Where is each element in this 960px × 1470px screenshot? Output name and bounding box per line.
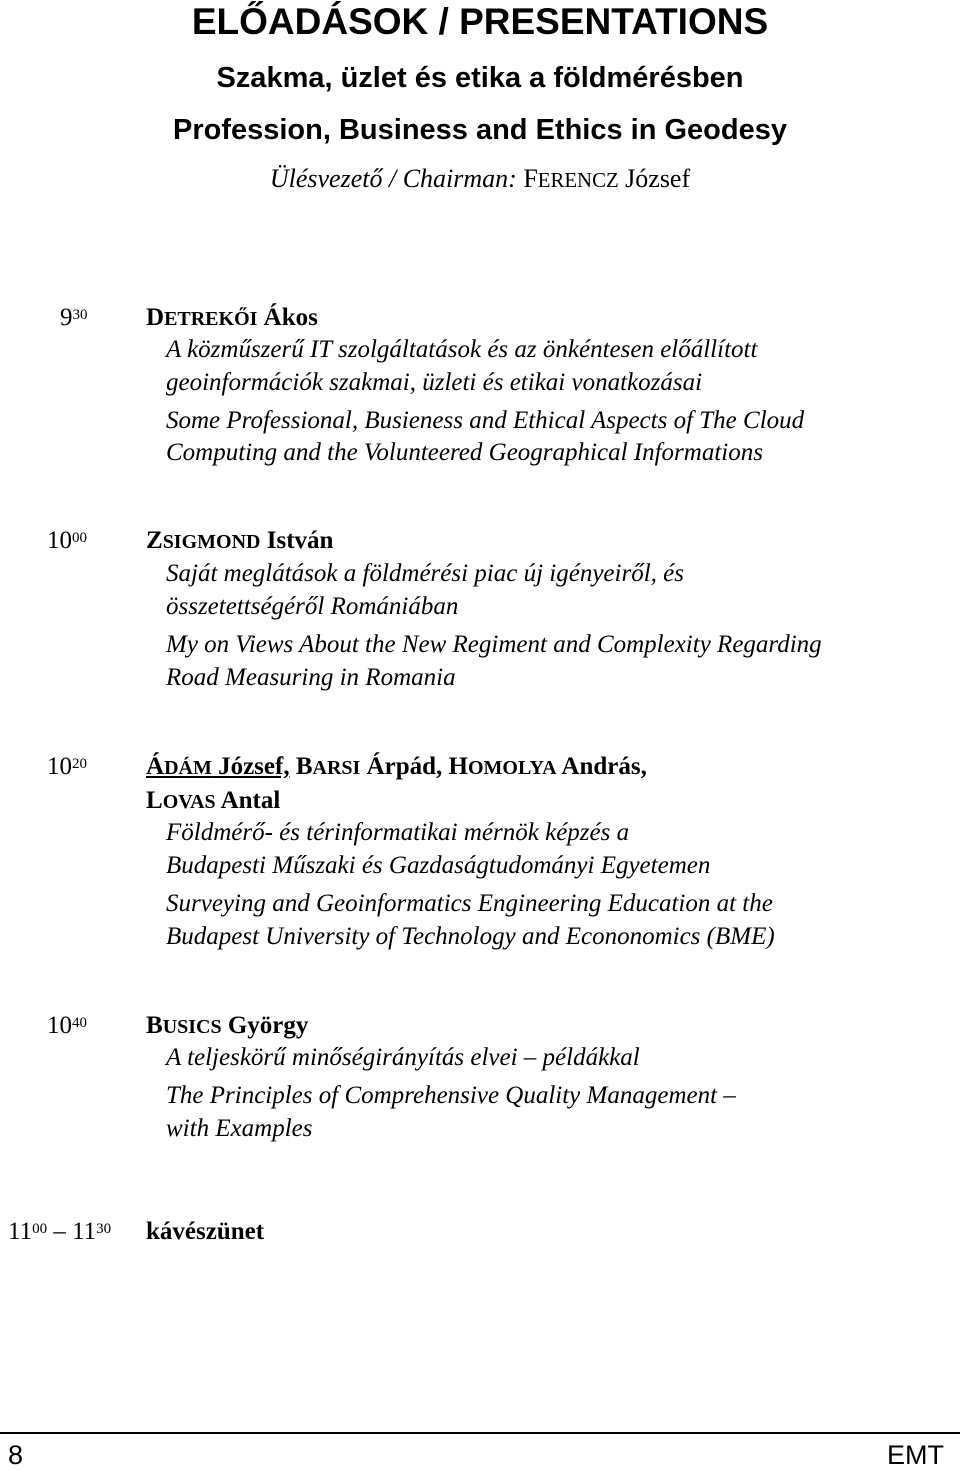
break-time: $11^{00} - 11^{30}$: [8, 1218, 112, 1245]
session-time: $9^{30}$: [60, 304, 88, 331]
session-item: [0, 302, 960, 472]
session-title-en: Profession, Business and Ethics in Geodesy: [172, 114, 787, 146]
talk-title-en-line: Budapest University of Technology and Econonomics (BME): [166, 923, 775, 950]
chairman-label: Ülésvezető / Chairman:: [269, 164, 517, 193]
footer-divider: [0, 1432, 960, 1434]
talk-title-hu-line: összetettségéről Romániában: [166, 593, 459, 620]
talk-title-hu-line: geoinformációk szakmai, üzleti és etikai vonatkozásai: [166, 369, 703, 396]
talk-title-en-line: Road Measuring in Romania: [166, 664, 456, 691]
session-item: [0, 751, 960, 956]
session-time: $10^{40}$: [47, 1012, 87, 1039]
chairman-name: FERENCZ József: [523, 164, 691, 193]
talk-title-hu-line: A teljeskörű minőségirányítás elvei – példákkal: [166, 1044, 640, 1071]
talk-title-hu-line: Földmérő- és térinformatikai mérnök képzés a: [166, 819, 630, 846]
talk-title-en-line: Surveying and Geoinformatics Engineering Education at the: [166, 890, 773, 917]
talk-title-en-line: with Examples: [166, 1115, 313, 1142]
break-label: kávészünet: [146, 1218, 265, 1245]
talk-title-hu-line: A közműszerű IT szolgáltatások és az önkéntesen előállított: [166, 336, 758, 363]
session-item: [0, 525, 960, 695]
speaker-name: BUSICS György: [146, 1012, 309, 1039]
page-number: 8: [8, 1440, 24, 1470]
break-item: [0, 1216, 960, 1256]
talk-title-hu-line: Saját meglátások a földmérési piac új igényeiről, és: [166, 560, 684, 587]
page-title: ELŐADÁSOK / PRESENTATIONS: [191, 1, 769, 42]
session-time: $10^{20}$: [47, 753, 87, 780]
session-title-hu: Szakma, üzlet és etika a földmérésben: [216, 62, 744, 94]
speaker-name: DETREKŐI Ákos: [146, 304, 318, 331]
speaker-names: ÁDÁM József, BARSI Árpád, HOMOLYA András,: [146, 753, 647, 780]
talk-title-hu-line: Budapesti Műszaki és Gazdaságtudományi Egyetemen: [166, 852, 711, 879]
talk-title-en-line: Some Professional, Busieness and Ethical Aspects of The Cloud: [166, 407, 805, 434]
chairman-line: [0, 162, 960, 198]
talk-title-en-line: Computing and the Volunteered Geographical Informations: [166, 439, 763, 466]
speaker-name: ZSIGMOND István: [146, 527, 334, 554]
footer-org: EMT: [887, 1440, 944, 1470]
session-item: [0, 1010, 960, 1150]
session-time: $10^{00}$: [47, 527, 87, 554]
speaker-names: LOVAS Antal: [146, 787, 281, 814]
talk-title-en-line: The Principles of Comprehensive Quality Management –: [166, 1082, 736, 1109]
talk-title-en-line: My on Views About the New Regiment and Complexity Regarding: [166, 631, 822, 658]
